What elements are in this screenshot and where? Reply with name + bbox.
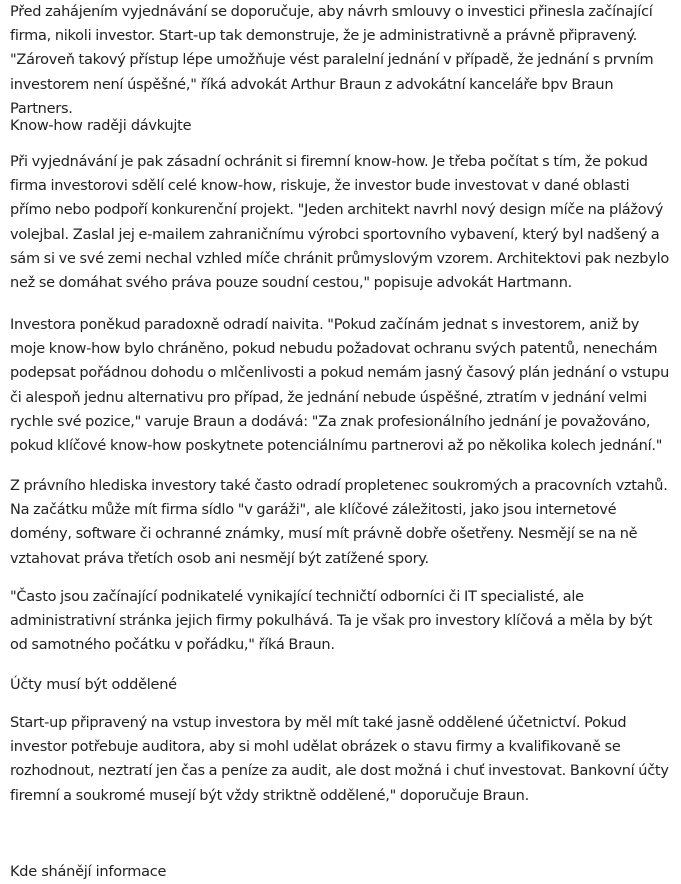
paragraph-intro: Před zahájením vyjednávání se doporučuje, aby návrh smlouvy o investici přinesla začínající firma, nikoli investor. Start-up tak demonstruje, že je administrativně a právně připravený. "Zároveň takový přístup lépe umožňuje vést paralelní jednání v případě, že jednání s prvním investorem není úspěšné," říká advokát Arthur Braun z advokátní kanceláře bpv Braun Partners. (10, 4, 654, 117)
paragraph-know-how: Při vyjednávání je pak zásadní ochránit si firemní know-how. Je třeba počítat s tím, že pokud firma investorovi sdělí celé know-how, riskuje, že investor bude investovat v dané oblasti přímo nebo podpoří konkurenční projekt. "Jeden architekt navrhl nový design míče na plážový volejbal. Zaslal jej e-mailem zahraničnímu výrobci sportovního vybavení, který byl nadšený a sám si ve své zemi nechal vzhled míče chránit průmyslovým vzorem. Architektovi pak nezbylo než se domáhat svého práva pouze soudní cestou," popisuje advokát Hartmann. (10, 154, 669, 292)
paragraph-legal-view: Z právního hlediska investory také často odradí propletenec soukromých a pracovních vztahů. Na začátku může mít firma sídlo "v garáži", ale klíčové záležitosti, jako jsou internetové domény, software či ochranné známky, musí mít právně dobře ošetřeny. Nesmějí se na ně vztahovat práva třetích osob ani nesmějí být zatížené spory. (10, 478, 668, 567)
paragraph-admin: "Často jsou začínající podnikatelé vynikající techničtí odborníci či IT specialisté, ale administrativní stránka jejich firmy pokulhává. Ta je však pro investory klíčová a měla by být od samotného počátku v pořádku," říká Braun. (10, 589, 653, 654)
subheading-know-how: Know-how raději dávkujte (10, 118, 192, 134)
paragraph-naivity: Investora poněkud paradoxně odradí naivita. "Pokud začínám jednat s investorem, aniž by moje know-how bylo chráněno, pokud nebudu požadovat ochranu svých patentů, nenechám podepsat pořádnou dohodu o mlčenlivosti a pokud nemám jasný časový plán jednání o vstupu či alespoň jednu alternativu pro případ, že jednání nebude úspěšné, ztratím v jednání velmi rychle své pozice," varuje Braun a dodává: "Za znak profesionálního jednání je považováno, pokud klíčové know-how poskytnete potenciálnímu partnerovi až po několika kolech jednání." (10, 317, 670, 455)
paragraph-accounts: Start-up připravený na vstup investora by měl mít také jasně oddělené účetnictví. Pokud investor potřebuje auditora, aby si mohl udělat obrázek o stavu firmy a kvalifikovaně se rozhodnout, neztratí jen čas a peníze za audit, ale dost možná i chuť investovat. Bankovní účty firemní a soukromé musejí být vždy striktně oddělené," doporučuje Braun. (10, 715, 669, 804)
subheading-information: Kde shánějí informace (10, 864, 167, 880)
subheading-accounts: Účty musí být oddělené (10, 677, 177, 693)
